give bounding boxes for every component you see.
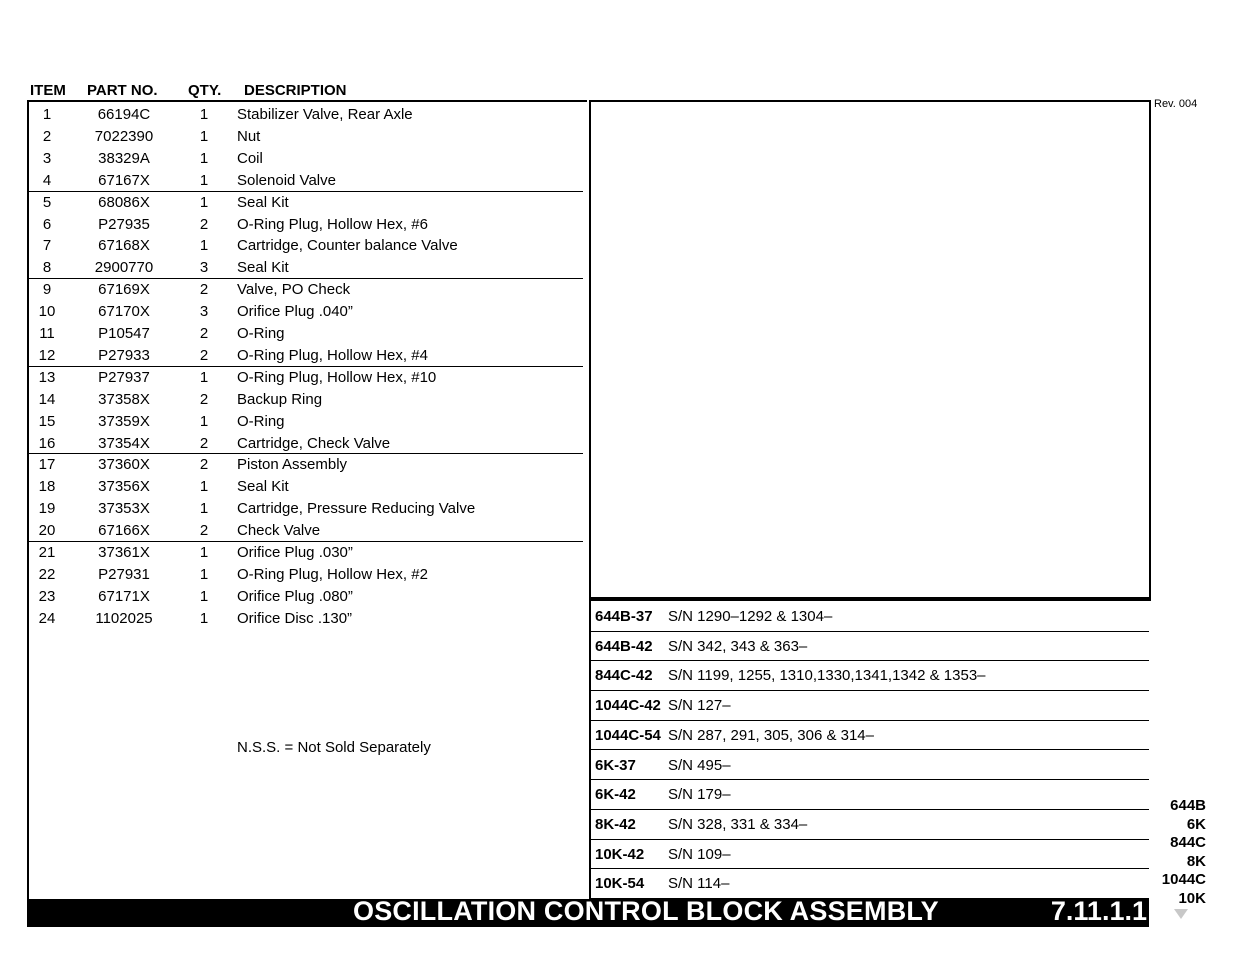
table-row — [29, 585, 583, 607]
serial-range: S/N 114– — [668, 875, 730, 893]
item-number: 1 — [42, 106, 52, 123]
quantity: 1 — [199, 544, 209, 561]
model-code: 10K-42 — [595, 845, 645, 863]
header-description: DESCRIPTION — [244, 82, 347, 99]
part-number: 67166X — [98, 522, 150, 540]
item-number: 9 — [42, 281, 52, 299]
part-number: 37361X — [98, 544, 150, 561]
serial-range: S/N 495– — [668, 756, 731, 774]
model-index-item: 1044C — [1161, 871, 1206, 889]
item-number: 18 — [38, 478, 56, 496]
table-row — [29, 366, 583, 388]
quantity: 1 — [199, 237, 209, 255]
header-qty: QTY. — [188, 82, 222, 99]
table-row — [29, 300, 583, 322]
serial-row — [591, 661, 1149, 691]
description: Orifice Plug .030” — [237, 544, 353, 561]
table-row — [29, 169, 583, 191]
item-number: 8 — [42, 259, 52, 277]
part-number: 67170X — [98, 303, 150, 321]
description: O-Ring Plug, Hollow Hex, #10 — [237, 368, 437, 386]
table-row — [29, 322, 583, 344]
part-number: 37359X — [98, 412, 150, 430]
quantity: 1 — [199, 193, 209, 211]
quantity: 2 — [199, 522, 209, 540]
model-code: 644B-37 — [595, 608, 653, 625]
serial-row — [591, 869, 1149, 899]
model-code: 844C-42 — [595, 667, 653, 685]
table-row — [29, 213, 583, 235]
serial-range: S/N 287, 291, 305, 306 & 314– — [668, 726, 874, 744]
quantity: 1 — [199, 500, 209, 518]
quantity: 1 — [199, 127, 209, 145]
item-number: 19 — [38, 500, 56, 518]
part-number: 37353X — [98, 500, 150, 518]
model-code: 6K-42 — [595, 786, 636, 804]
part-number: 66194C — [97, 106, 151, 123]
model-code: 8K-42 — [595, 815, 636, 833]
item-number: 15 — [38, 412, 56, 430]
model-code: 1044C-42 — [595, 697, 661, 715]
illustration-area — [589, 100, 1151, 598]
header-item: ITEM — [30, 82, 66, 99]
quantity: 1 — [199, 106, 209, 123]
item-number: 13 — [38, 368, 56, 386]
description: O-Ring — [237, 325, 285, 342]
item-number: 22 — [38, 565, 56, 583]
serial-row — [591, 780, 1149, 810]
model-code: 644B-42 — [595, 637, 653, 655]
table-row — [29, 410, 583, 432]
serial-row — [591, 810, 1149, 840]
model-code: 6K-37 — [595, 756, 636, 774]
part-number: 67171X — [98, 587, 150, 605]
description: Orifice Disc .130” — [237, 609, 353, 627]
quantity: 1 — [199, 587, 209, 605]
part-number: 2900770 — [94, 259, 154, 277]
table-row — [29, 388, 583, 410]
description: O-Ring Plug, Hollow Hex, #6 — [237, 215, 428, 233]
parts-table-top-border — [27, 100, 587, 102]
description: Seal Kit — [237, 193, 289, 211]
model-code: 10K-54 — [595, 875, 645, 893]
quantity: 2 — [199, 281, 209, 299]
serial-row — [591, 751, 1149, 781]
header-part-no: PART NO. — [87, 82, 158, 99]
description: Cartridge, Pressure Reducing Valve — [237, 500, 476, 518]
quantity: 1 — [199, 565, 209, 583]
table-row — [29, 103, 583, 125]
table-row — [29, 519, 583, 541]
item-number: 5 — [42, 193, 52, 211]
model-index-item: 6K — [1186, 815, 1206, 833]
serial-row — [591, 691, 1149, 721]
illustration-divider — [589, 597, 1151, 601]
quantity: 2 — [199, 434, 209, 452]
model-index-item: 844C — [1170, 834, 1206, 852]
part-number: 68086X — [98, 193, 150, 211]
serial-range: S/N 127– — [668, 697, 731, 715]
serial-range: S/N 109– — [668, 845, 731, 863]
description: Seal Kit — [237, 259, 289, 277]
part-number: 67168X — [98, 237, 150, 255]
description: O-Ring Plug, Hollow Hex, #4 — [237, 346, 428, 364]
description: Solenoid Valve — [237, 171, 336, 189]
item-number: 23 — [38, 587, 56, 605]
part-number: 37358X — [98, 390, 150, 408]
part-number: P27931 — [98, 565, 150, 583]
quantity: 1 — [199, 368, 209, 386]
description: Cartridge, Check Valve — [237, 434, 391, 452]
table-row — [29, 147, 583, 169]
part-number: P10547 — [98, 325, 150, 342]
revision-label: Rev. 004 — [1154, 98, 1198, 110]
item-number: 3 — [42, 149, 52, 167]
table-row — [29, 234, 583, 256]
description: Piston Assembly — [237, 456, 348, 474]
description: O-Ring Plug, Hollow Hex, #2 — [237, 565, 428, 583]
table-row — [29, 607, 583, 629]
serial-row — [591, 632, 1149, 662]
quantity: 2 — [199, 346, 209, 364]
item-number: 11 — [39, 325, 55, 342]
part-number: P27935 — [98, 215, 150, 233]
description: Cartridge, Counter balance Valve — [237, 237, 458, 255]
quantity: 1 — [199, 171, 209, 189]
quantity: 1 — [199, 149, 209, 167]
item-number: 4 — [42, 171, 52, 189]
table-row — [29, 497, 583, 519]
table-row — [29, 125, 583, 147]
item-number: 12 — [38, 346, 56, 364]
quantity: 3 — [199, 259, 209, 277]
section-number: 7.11.1.1 — [1050, 896, 1147, 926]
part-number: P27937 — [98, 368, 150, 386]
item-number: 24 — [38, 609, 56, 627]
quantity: 1 — [199, 609, 209, 627]
part-number: 37354X — [98, 434, 150, 452]
quantity: 1 — [199, 478, 209, 496]
description: Valve, PO Check — [237, 281, 351, 299]
nss-note: N.S.S. = Not Sold Separately — [237, 739, 431, 756]
part-number: 1102025 — [95, 609, 153, 627]
description: Coil — [237, 149, 263, 167]
table-row — [29, 541, 583, 563]
quantity: 1 — [199, 412, 209, 430]
table-row — [29, 453, 583, 475]
item-number: 14 — [38, 390, 56, 408]
model-index — [1162, 797, 1206, 909]
quantity: 2 — [199, 456, 209, 474]
part-number: 67167X — [98, 171, 150, 189]
description: Orifice Plug .040” — [237, 303, 353, 321]
table-row — [29, 475, 583, 497]
quantity: 2 — [199, 325, 209, 342]
serial-range: S/N 179– — [668, 786, 731, 804]
serial-range: S/N 1290–1292 & 1304– — [668, 608, 833, 625]
part-number: P27933 — [98, 346, 150, 364]
description: Seal Kit — [237, 478, 289, 496]
serial-range: S/N 1199, 1255, 1310,1330,1341,1342 & 1353– — [668, 667, 986, 685]
item-number: 17 — [38, 456, 56, 474]
table-row — [29, 191, 583, 213]
quantity: 2 — [199, 215, 209, 233]
part-number: 37356X — [98, 478, 150, 496]
item-number: 20 — [38, 522, 56, 540]
table-row — [29, 432, 583, 454]
table-row — [29, 563, 583, 585]
description: Nut — [237, 127, 261, 145]
item-number: 7 — [42, 237, 52, 255]
table-row — [29, 256, 583, 278]
part-number: 67169X — [98, 281, 150, 299]
part-number: 37360X — [98, 456, 150, 474]
table-row — [29, 344, 583, 366]
serial-row — [591, 721, 1149, 751]
serial-range: S/N 342, 343 & 363– — [668, 637, 808, 655]
serial-range: S/N 328, 331 & 334– — [668, 815, 808, 833]
quantity: 2 — [199, 390, 209, 408]
table-row — [29, 278, 583, 300]
description: Backup Ring — [237, 390, 323, 408]
description: Check Valve — [237, 522, 321, 540]
model-index-item: 8K — [1186, 852, 1206, 870]
serial-row — [591, 602, 1149, 632]
part-number: 7022390 — [94, 127, 154, 145]
model-index-item: 10K — [1178, 889, 1206, 907]
description: O-Ring — [237, 412, 285, 430]
item-number: 21 — [38, 544, 56, 561]
page-title: OSCILLATION CONTROL BLOCK ASSEMBLY — [353, 896, 939, 926]
item-number: 6 — [42, 215, 52, 233]
model-code: 1044C-54 — [595, 726, 661, 744]
next-page-arrow-icon[interactable] — [1174, 909, 1188, 919]
part-number: 38329A — [98, 149, 150, 167]
item-number: 2 — [42, 127, 52, 145]
description: Stabilizer Valve, Rear Axle — [237, 106, 413, 123]
model-index-item: 644B — [1170, 797, 1206, 814]
description: Orifice Plug .080” — [237, 587, 353, 605]
quantity: 3 — [199, 303, 209, 321]
item-number: 16 — [38, 434, 56, 452]
item-number: 10 — [38, 303, 56, 321]
serial-row — [591, 840, 1149, 870]
